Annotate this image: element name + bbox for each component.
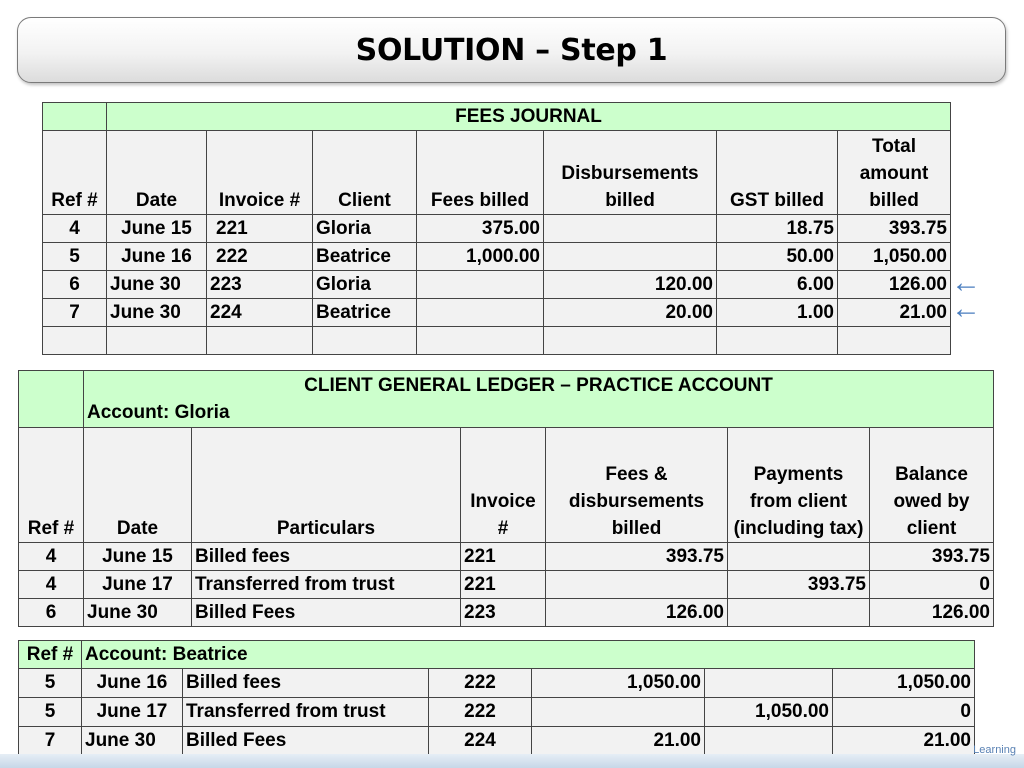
fj-cell-gst: 1.00 [717, 299, 838, 327]
lg-cell-fees: 126.00 [546, 599, 728, 627]
lg-cell-invoice: 221 [461, 543, 546, 571]
lg-cell-invoice: 223 [461, 599, 546, 627]
lg-header-fees-disbursements: Fees & disbursements billed [546, 428, 728, 543]
lb-cell-invoice: 222 [429, 669, 532, 698]
lb-cell-balance: 21.00 [833, 727, 975, 756]
fj-cell-client: Gloria [313, 271, 417, 299]
lb-cell-invoice: 224 [429, 727, 532, 756]
lg-header-invoice: Invoice # [461, 428, 546, 543]
fj-cell-disbursements: 120.00 [544, 271, 717, 299]
fj-cell-invoice: 224 [207, 299, 313, 327]
lb-cell-balance: 0 [833, 698, 975, 727]
fj-cell-empty [313, 327, 417, 355]
fj-header-invoice: Invoice # [207, 131, 313, 215]
lg-cell-balance: 393.75 [870, 543, 994, 571]
fj-cell-fees [417, 299, 544, 327]
table-row-empty [43, 327, 951, 355]
lg-cell-payments [728, 543, 870, 571]
lb-cell-date: June 30 [82, 727, 183, 756]
fj-cell-disbursements [544, 215, 717, 243]
table-row [43, 215, 951, 243]
lb-cell-payments [705, 727, 833, 756]
fj-cell-ref: 4 [43, 215, 107, 243]
fj-cell-empty [417, 327, 544, 355]
brand-text: Learning [973, 744, 1016, 756]
lb-cell-fees: 21.00 [532, 727, 705, 756]
fj-cell-total: 21.00 [838, 299, 951, 327]
ledger-account-beatrice: Account: Beatrice [82, 641, 975, 669]
fj-header-gst: GST billed [717, 131, 838, 215]
slide-title-bar [17, 17, 1006, 83]
fj-cell-client: Gloria [313, 215, 417, 243]
fj-cell-ref: 5 [43, 243, 107, 271]
fj-cell-invoice: 223 [207, 271, 313, 299]
fj-cell-gst: 50.00 [717, 243, 838, 271]
lg-cell-invoice: 221 [461, 571, 546, 599]
table-row [43, 243, 951, 271]
lb-cell-payments: 1,050.00 [705, 698, 833, 727]
fees-journal-title: FEES JOURNAL [107, 103, 951, 131]
lg-header-payments: Payments from client (including tax) [728, 428, 870, 543]
fj-header-total: Total amount billed [838, 131, 951, 215]
lg-cell-ref: 4 [19, 543, 84, 571]
fj-cell-empty [838, 327, 951, 355]
lb-cell-ref: 5 [19, 669, 82, 698]
lg-cell-ref: 4 [19, 571, 84, 599]
table-row [19, 571, 994, 599]
fj-cell-gst: 18.75 [717, 215, 838, 243]
lg-cell-date: June 30 [84, 599, 192, 627]
ledger-gloria-table [18, 370, 994, 627]
fj-cell-disbursements [544, 243, 717, 271]
fj-cell-total: 1,050.00 [838, 243, 951, 271]
lg-cell-fees [546, 571, 728, 599]
lg-cell-balance: 0 [870, 571, 994, 599]
lg-cell-ref: 6 [19, 599, 84, 627]
fj-cell-total: 126.00 [838, 271, 951, 299]
fj-cell-ref: 6 [43, 271, 107, 299]
fj-cell-empty [43, 327, 107, 355]
lg-header-date: Date [84, 428, 192, 543]
lg-cell-payments [728, 599, 870, 627]
lb-cell-fees: 1,050.00 [532, 669, 705, 698]
fj-cell-date: June 15 [107, 215, 207, 243]
fj-cell-total: 393.75 [838, 215, 951, 243]
fj-cell-fees: 375.00 [417, 215, 544, 243]
footer-decoration [0, 754, 1024, 768]
lg-cell-particulars: Billed fees [192, 543, 461, 571]
ledger-title-block [84, 371, 994, 428]
fj-header-ref: Ref # [43, 131, 107, 215]
fj-header-client: Client [313, 131, 417, 215]
lb-header-ref: Ref # [19, 641, 82, 669]
lg-header-balance: Balance owed by client [870, 428, 994, 543]
fj-cell-empty [544, 327, 717, 355]
table-row [19, 543, 994, 571]
fj-cell-client: Beatrice [313, 299, 417, 327]
lg-cell-date: June 17 [84, 571, 192, 599]
fj-cell-date: June 30 [107, 299, 207, 327]
lg-cell-balance: 126.00 [870, 599, 994, 627]
table-row [19, 669, 975, 698]
fj-header-date: Date [107, 131, 207, 215]
lb-cell-particulars: Transferred from trust [183, 698, 429, 727]
fees-journal-table [42, 102, 951, 355]
fj-cell-empty [107, 327, 207, 355]
fj-header-disbursements: Disbursements billed [544, 131, 717, 215]
table-row [43, 271, 951, 299]
fj-cell-date: June 30 [107, 271, 207, 299]
lg-cell-fees: 393.75 [546, 543, 728, 571]
table-row [19, 698, 975, 727]
fj-cell-empty [717, 327, 838, 355]
lb-cell-ref: 7 [19, 727, 82, 756]
ledger-beatrice-table [18, 640, 975, 756]
lg-cell-date: June 15 [84, 543, 192, 571]
lb-cell-date: June 17 [82, 698, 183, 727]
lb-cell-ref: 5 [19, 698, 82, 727]
lg-header-ref: Ref # [19, 428, 84, 543]
lg-cell-particulars: Billed Fees [192, 599, 461, 627]
slide-title: SOLUTION – Step 1 [355, 32, 668, 68]
fj-cell-disbursements: 20.00 [544, 299, 717, 327]
fees-journal-corner [43, 103, 107, 131]
fj-cell-invoice: 221 [207, 215, 313, 243]
table-row [19, 599, 994, 627]
fj-cell-date: June 16 [107, 243, 207, 271]
lb-cell-balance: 1,050.00 [833, 669, 975, 698]
table-row [19, 727, 975, 756]
ledger-account-gloria: Account: Gloria [87, 402, 230, 423]
left-arrow-icon: ← [951, 266, 981, 299]
lb-cell-particulars: Billed fees [183, 669, 429, 698]
fj-cell-fees [417, 271, 544, 299]
fj-cell-gst: 6.00 [717, 271, 838, 299]
table-row [43, 299, 951, 327]
lg-cell-particulars: Transferred from trust [192, 571, 461, 599]
ledger-title: CLIENT GENERAL LEDGER – PRACTICE ACCOUNT [304, 375, 773, 396]
ledger-corner [19, 371, 84, 428]
fj-cell-invoice: 222 [207, 243, 313, 271]
lg-cell-payments: 393.75 [728, 571, 870, 599]
left-arrow-icon: ← [951, 292, 981, 325]
fj-cell-client: Beatrice [313, 243, 417, 271]
fj-cell-ref: 7 [43, 299, 107, 327]
fj-cell-empty [207, 327, 313, 355]
fj-header-fees: Fees billed [417, 131, 544, 215]
lb-cell-payments [705, 669, 833, 698]
fj-cell-fees: 1,000.00 [417, 243, 544, 271]
lg-header-particulars: Particulars [192, 428, 461, 543]
lb-cell-invoice: 222 [429, 698, 532, 727]
lb-cell-fees [532, 698, 705, 727]
lb-cell-particulars: Billed Fees [183, 727, 429, 756]
lb-cell-date: June 16 [82, 669, 183, 698]
